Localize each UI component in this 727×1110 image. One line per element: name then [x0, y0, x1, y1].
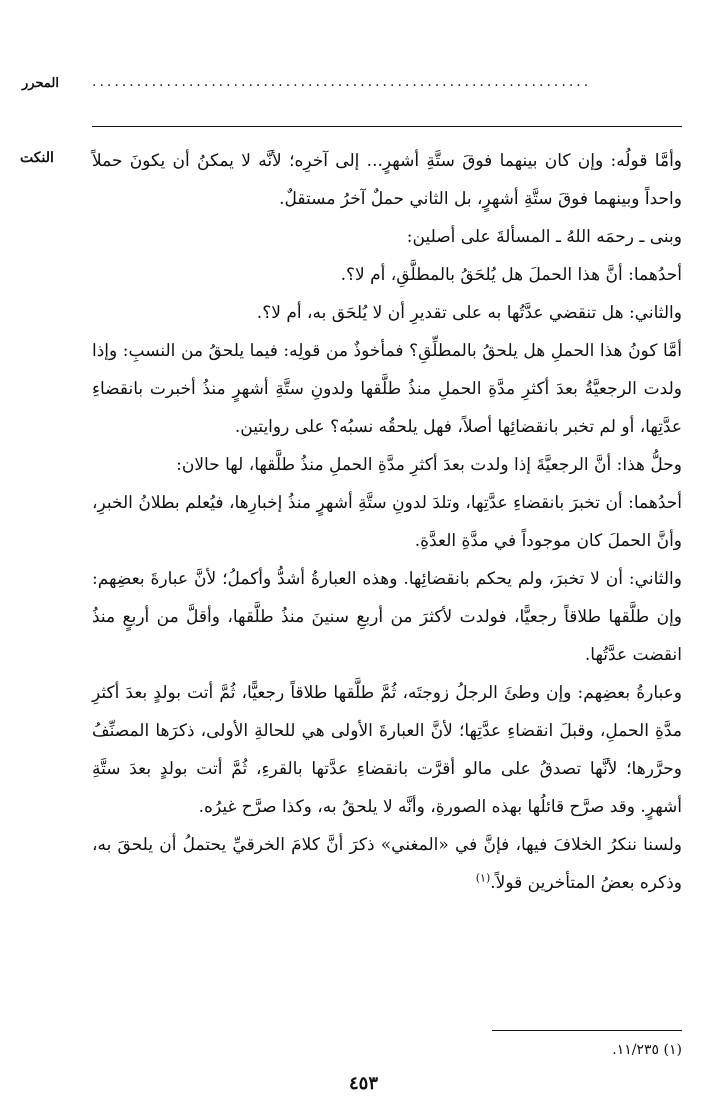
- footnote-reference: (١): [475, 871, 491, 885]
- header-dotted-leader: ...................................................................: [92, 74, 592, 90]
- paragraph-8: والثاني: أن لا تخبرَ، ولم يحكم بانقضائِها. وهذه العبارةُ أشدُّ وأكملُ؛ لأنَّ عبارةَ بعضِهم: وإن طلَّقها طلاقاً رجعيًّا، فولدت لأكثرَ من أربعِ سنينَ منذُ طلَّقها، وأقلَّ من أربعٍ منذُ انقضت عدَّتُها.: [92, 569, 682, 665]
- paragraph-2: وبنى ـ رحمَه اللهُ ـ المسألةَ على أصلين:: [406, 227, 682, 247]
- body-text: [92, 142, 682, 902]
- footnote-rule: [492, 1030, 682, 1031]
- paragraph-7: أحدُهما: أن تخبرَ بانقضاءِ عدَّتِها، وتلدَ لدونِ ستَّةِ أشهرٍ منذُ إخبارِها، فيُعلم بطلانُ الخبرِ، وأنَّ الحملَ كان موجوداً في مدَّةِ العدَّةِ.: [92, 493, 682, 551]
- paragraph-10: [92, 826, 682, 902]
- paragraph-6: وحلُّ هذا: أنَّ الرجعيَّةَ إذا ولدت بعدَ أكثرِ مدَّةِ الحملِ منذُ طلَّقها، لها حالان:: [176, 455, 682, 475]
- paragraph-5: أمَّا كونُ هذا الحملِ هل يلحقُ بالمطلِّقِ؟ فمأخوذٌ من قولِه: فيما يلحقُ من النسبِ: وإذا ولدت الرجعيَّةُ بعدَ أكثرِ مدَّةِ الحملِ منذُ طلَّقها ولدونِ ستَّةِ أشهرٍ منذُ أخبرت بانقضاءِ عدَّتِها، أو لم تخبر بانقضائِها أصلاً، فهل يلحقُه نسبُه؟ على روايتين.: [92, 341, 682, 437]
- header-rule: [92, 126, 682, 127]
- paragraph-4: والثاني: هل تنقضي عدَّتُها به على تقديرِ أن لا يُلحَق به، أم لا؟.: [256, 303, 682, 323]
- paragraph-10-text: ولسنا ننكرُ الخلافَ فيها، فإنَّ في «المغني» ذكرَ أنَّ كلامَ الخرقيِّ يحتملُ أن يلحقَ به، وذكره بعضُ المتأخرين قولاً.: [92, 835, 682, 893]
- footnote: (١) ١١/٢٣٥.: [612, 1042, 682, 1058]
- page-number: ٤٥٣: [348, 1073, 378, 1094]
- paragraph-1: وأمَّا قولُه: وإن كان بينهما فوقَ ستَّةِ أشهرٍ... إلى آخرِه؛ لأنَّه لا يمكنُ أن يكونَ حملاً واحداً وبينهما فوقَ ستَّةِ أشهرٍ، بل الثاني حملٌ آخرُ مستقلٌ.: [92, 151, 682, 209]
- paragraph-3: أحدُهما: أنَّ هذا الحملَ هل يُلحَقُ بالمطلَّقِ، أم لا؟.: [340, 265, 682, 285]
- paragraph-9: وعبارةُ بعضِهم: وإن وطئَ الرجلُ زوجتَه، ثُمَّ طلَّقها طلاقاً رجعيًّا، ثُمَّ أتت بولدٍ بعدَ أكثرِ مدَّةِ الحملِ، وقبلَ انقضاءِ عدَّتِها؛ لأنَّ العبارةَ الأولى هي للحالةِ الأولى، ذكرَها المصنِّفُ وحرَّرها؛ لأنَّها تصدقُ على مالو أقرَّت بانقضاءِ عدَّتها بالقرءِ، ثُمَّ أتت بولدٍ بعدَ ستَّةِ أشهرٍ. وقد صرَّح قائلُها بهذه الصورةِ، وأنَّه لا يلحقُ به، وكذا صرَّح غيرُه.: [92, 683, 682, 817]
- running-header-title: المحرر: [22, 76, 59, 91]
- margin-label: النكت: [20, 150, 54, 166]
